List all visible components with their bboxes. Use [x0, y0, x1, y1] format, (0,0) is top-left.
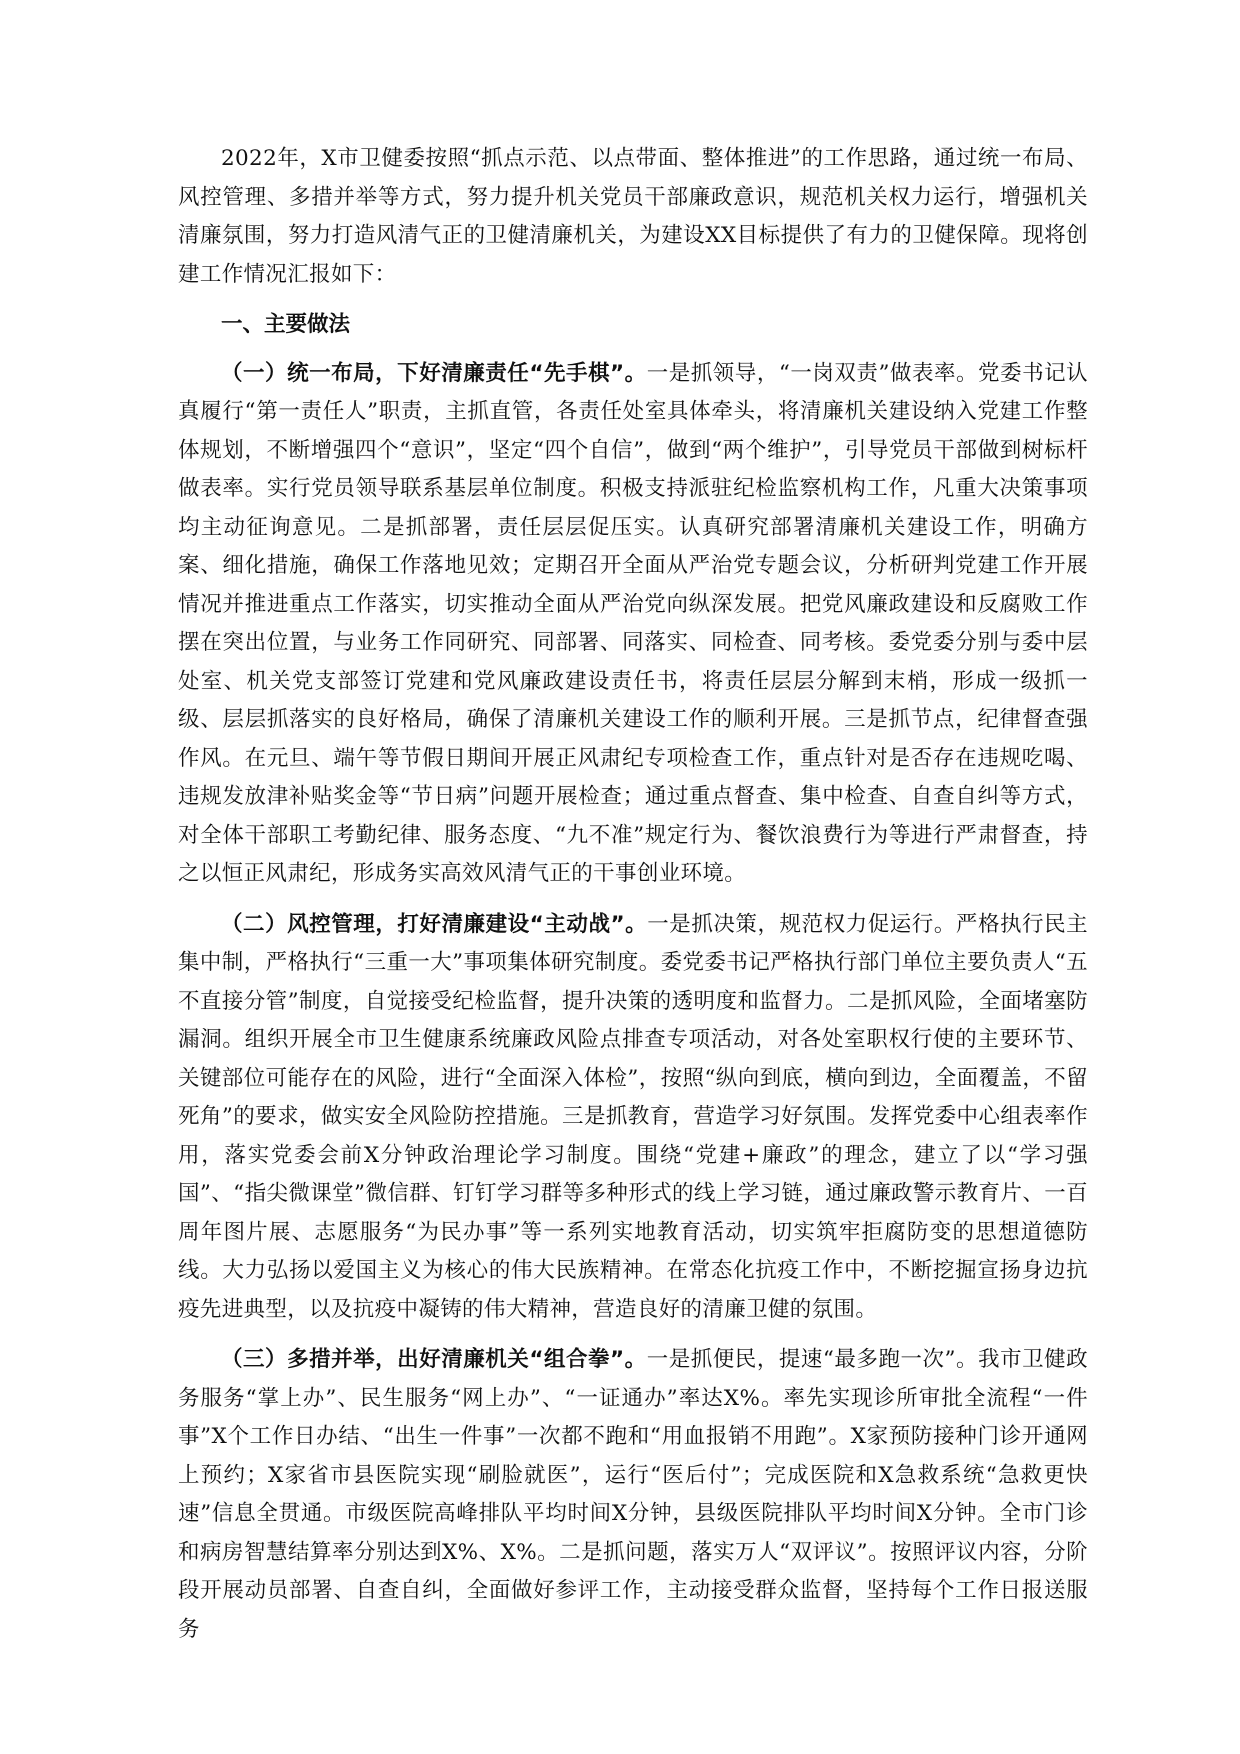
- section-body: 一是抓领导，“一岗双责”做表率。党委书记认真履行“第一责任人”职责，主抓直管，各责任处室具体牵头，将清廉机关建设纳入党建工作整体规划，不断增强四个“意识”，坚定“四个自信”，做到“两个维护”，引导党员干部做到树标杆做表率。实行党员领导联系基层单位制度。积极支持派驻纪检监察机构工作，凡重大决策事项均主动征询意见。二是抓部署，责任层层促压实。认真研究部署清廉机关建设工作，明确方案、细化措施，确保工作落地见效；定期召开全面从严治党专题会议，分析研判党建工作开展情况并推进重点工作落实，切实推动全面从严治党向纵深发展。把党风廉政建设和反腐败工作摆在突出位置，与业务工作同研究、同部署、同落实、同检查、同考核。委党委分别与委中层处室、机关党支部签订党建和党风廉政建设责任书，将责任层层分解到末梢，形成一级抓一级、层层抓落实的良好格局，确保了清廉机关建设工作的顺利开展。三是抓节点，纪律督查强作风。在元旦、端午等节假日期间开展正风肃纪专项检查工作，重点针对是否存在违规吃喝、违规发放津补贴奖金等“节日病”问题开展检查；通过重点督查、集中检查、自查自纠等方式，对全体干部职工考勤纪律、服务态度、“九不准”规定行为、餐饮浪费行为等进行严肃督查，持之以恒正风肃纪，形成务实高效风清气正的干事创业环境。: [178, 360, 1088, 886]
- section-multiple-measures: [178, 1341, 1088, 1649]
- heading-main-practices: 一、主要做法: [221, 312, 351, 337]
- section-lead: （二）风控管理，打好清廉建设“主动战”。: [221, 911, 648, 937]
- section-lead: （一）统一布局，下好清廉责任“先手棋”。: [221, 360, 647, 386]
- intro-paragraph: 2022年，X市卫健委按照“抓点示范、以点带面、整体推进”的工作思路，通过统一布局、风控管理、多措并举等方式，努力提升机关党员干部廉政意识，规范机关权力运行，增强机关清廉氛围，努力打造风清气正的卫健清廉机关，为建设XX目标提供了有力的卫健保障。现将创建工作情况汇报如下：: [178, 146, 1088, 287]
- section-risk-control: [178, 906, 1088, 1330]
- section-body: 一是抓决策，规范权力促运行。严格执行民主集中制，严格执行“三重一大”事项集体研究制度。委党委书记严格执行部门单位主要负责人“五不直接分管”制度，自觉接受纪检监督，提升决策的透明度和监督力。二是抓风险，全面堵塞防漏洞。组织开展全市卫生健康系统廉政风险点排查专项活动，对各处室职权行使的主要环节、关键部位可能存在的风险，进行“全面深入体检”，按照“纵向到底，横向到边，全面覆盖，不留死角”的要求，做实安全风险防控措施。三是抓教育，营造学习好氛围。发挥党委中心组表率作用，落实党委会前X分钟政治理论学习制度。围绕“党建+廉政”的理念，建立了以“学习强国”、“指尖微课堂”微信群、钉钉学习群等多种形式的线上学习链，通过廉政警示教育片、一百周年图片展、志愿服务“为民办事”等一系列实地教育活动，切实筑牢拒腐防变的思想道德防线。大力弘扬以爱国主义为核心的伟大民族精神。在常态化抗疫工作中，不断挖掘宣扬身边抗疫先进典型，以及抗疫中凝铸的伟大精神，营造良好的清廉卫健的氛围。: [178, 911, 1088, 1322]
- section-unified-layout: [178, 355, 1088, 894]
- section-body: 一是抓便民，提速“最多跑一次”。我市卫健政务服务“掌上办”、民生服务“网上办”、“一证通办”率达X%。率先实现诊所审批全流程“一件事”X个工作日办结、“出生一件事”一次都不跑和“用血报销不用跑”。X家预防接种门诊开通网上预约；X家省市县医院实现“刷脸就医”，运行“医后付”；完成医院和X急救系统“急救更快速”信息全贯通。市级医院高峰排队平均时间X分钟，县级医院排队平均时间X分钟。全市门诊和病房智慧结算率分别达到X%、X%。二是抓问题，落实万人“双评议”。按照评议内容，分阶段开展动员部署、自查自纠，全面做好参评工作，主动接受群众监督，坚持每个工作日报送服务: [178, 1347, 1088, 1642]
- document-page: [178, 140, 1088, 1661]
- section-lead: （三）多措并举，出好清廉机关“组合拳”。: [221, 1347, 647, 1372]
